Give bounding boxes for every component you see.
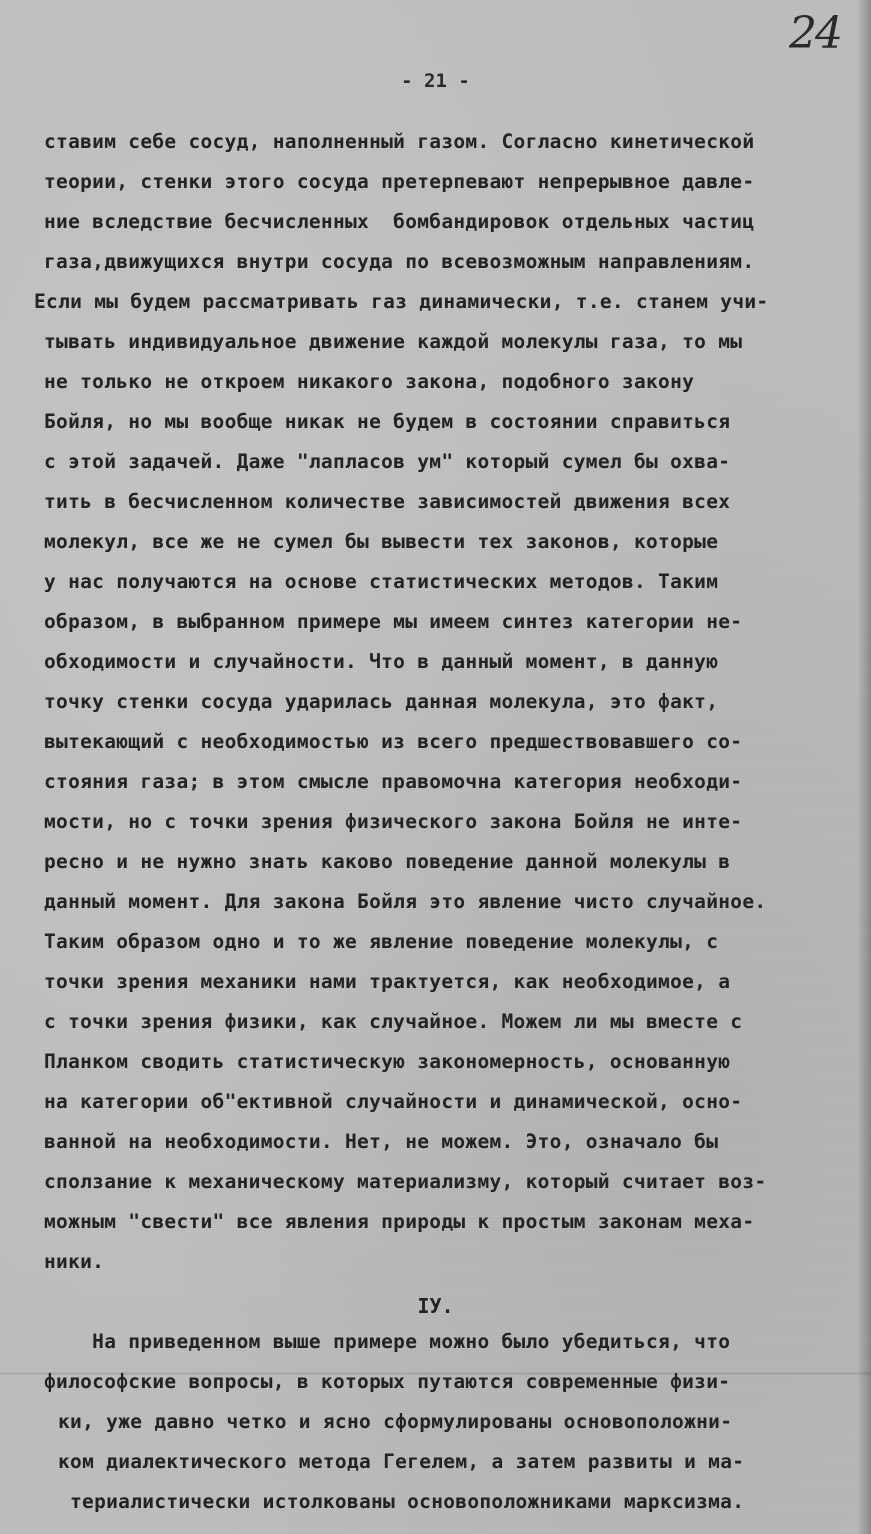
text-line: тывать индивидуальное движение каждой молекулы газа, то мы <box>44 330 743 353</box>
text-line: тить в бесчисленном количестве зависимостей движения всех <box>44 490 731 513</box>
text-line: газа,движущихся внутри сосуда по всевозможным направлениям. <box>44 250 755 273</box>
text-line: сползание к механическому материализму, который считает воз- <box>44 1170 767 1193</box>
text-line: мости, но с точки зрения физического закона Бойля не инте- <box>44 810 743 833</box>
text-line: Если мы будем рассматривать газ динамически, т.е. станем учи- <box>34 290 769 313</box>
text-line: теории, стенки этого сосуда претерпевают непрерывное давле- <box>44 170 755 193</box>
text-line: Бойля, но мы вообще никак не будем в состоянии справиться <box>44 410 731 433</box>
handwritten-folio-number: 24 <box>789 8 841 59</box>
text-line: ники. <box>44 1250 105 1273</box>
text-line: философские вопросы, в которых путаются современные физи- <box>44 1370 731 1393</box>
text-line: обходимости и случайности. Что в данный момент, в данную <box>44 650 719 673</box>
text-line: на категории об"ективной случайности и динамической, осно- <box>44 1090 743 1113</box>
text-line: можным "свести" все явления природы к простым законам меха- <box>44 1210 755 1233</box>
text-line: точки зрения механики нами трактуется, как необходимое, а <box>44 970 731 993</box>
text-line: териалистически истолкованы основоположниками марксизма. <box>70 1490 745 1513</box>
text-line: с точки зрения физики, как случайное. Можем ли мы вместе с <box>44 1010 743 1033</box>
text-line: ки, уже давно четко и ясно сформулированы основоположни- <box>58 1410 733 1433</box>
text-line: у нас получаются на основе статистических методов. Таким <box>44 570 719 593</box>
text-line: точку стенки сосуда ударилась данная молекула, это факт, <box>44 690 719 713</box>
text-line: ванной на необходимости. Нет, не можем. Это, означало бы <box>44 1130 719 1153</box>
typed-page-number: - 21 - <box>401 70 470 92</box>
text-line: ставим себе сосуд, наполненный газом. Согласно кинетической <box>44 130 755 153</box>
text-line: На приведенном выше примере можно было убедиться, что <box>44 1330 731 1353</box>
text-line: Таким образом одно и то же явление поведение молекулы, с <box>44 930 719 953</box>
text-line: с этой задачей. Даже "лапласов ум" который сумел бы охва- <box>44 450 731 473</box>
text-line: ние вследствие бесчисленных бомбандировок отдельных частиц <box>44 210 755 233</box>
text-line: образом, в выбранном примере мы имеем синтез категории не- <box>44 610 743 633</box>
text-line: стояния газа; в этом смысле правомочна категория необходи- <box>44 770 743 793</box>
text-line: ресно и не нужно знать каково поведение данной молекулы в <box>44 850 731 873</box>
text-line: не только не откроем никакого закона, подобного закону <box>44 370 695 393</box>
text-line: данный момент. Для закона Бойля это явление чисто случайное. <box>44 890 767 913</box>
text-line: молекул, все же не сумел бы вывести тех законов, которые <box>44 530 719 553</box>
text-line: ком диалектического метода Гегелем, а затем развиты и ма- <box>58 1450 745 1473</box>
text-line: Планком сводить статистическую закономерность, основанную <box>44 1050 731 1073</box>
section-heading: IУ. <box>417 1294 454 1318</box>
text-line: вытекающий с необходимостью из всего предшествовавшего со- <box>44 730 743 753</box>
